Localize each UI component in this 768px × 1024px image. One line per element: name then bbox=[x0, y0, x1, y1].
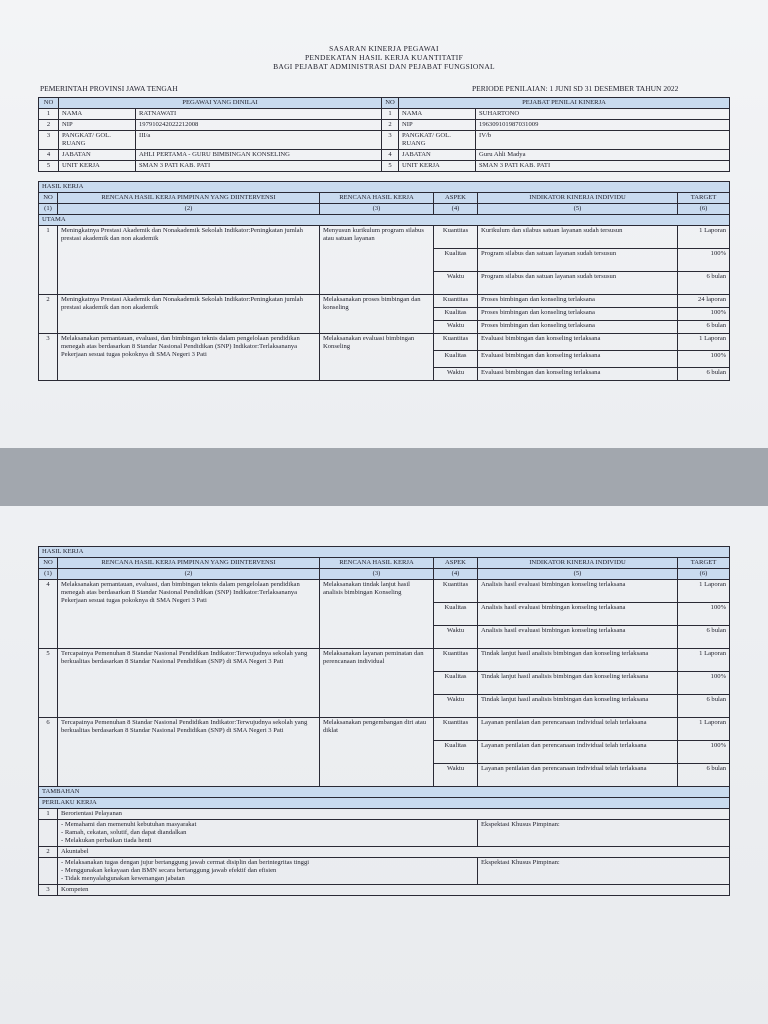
perilaku-title: Berorientasi Pelayanan bbox=[58, 809, 730, 820]
target-cell: 1 Laporan bbox=[678, 580, 730, 603]
perilaku-title: Akuntabel bbox=[58, 847, 730, 858]
perilaku-detail-row bbox=[39, 858, 730, 885]
rencana-pimpinan: Meningkatnya Prestasi Akademik dan Nonakademik Sekolah Indikator:Peningkatan jumlah prestasi akademik dan non akademik bbox=[58, 226, 320, 295]
aspek-cell: Kualitas bbox=[434, 351, 478, 368]
aspek-cell: Kuantitas bbox=[434, 649, 478, 672]
column-header: TARGET bbox=[678, 558, 730, 569]
rencana-hasil-kerja: Melaksanakan pengembangan diri atau diklat bbox=[320, 718, 434, 787]
perilaku-title-row bbox=[39, 885, 730, 896]
row-number: 1 bbox=[39, 809, 58, 820]
field-value: 196309101987031009 bbox=[476, 120, 730, 131]
row-number: 1 bbox=[382, 109, 399, 120]
aspek-cell: Waktu bbox=[434, 321, 478, 334]
indikator-cell: Evaluasi bimbingan dan konseling terlaksana bbox=[478, 368, 678, 381]
identity-row bbox=[39, 131, 730, 150]
indikator-cell: Layanan penilaian dan perencanaan individual telah terlaksana bbox=[478, 764, 678, 787]
target-cell: 6 bulan bbox=[678, 321, 730, 334]
perilaku-point: - Memahami dan memenuhi kebutuhan masyarakat bbox=[61, 821, 197, 828]
rencana-pimpinan: Tercapainya Pemenuhan 8 Standar Nasional Pendidikan Indikator:Terwujudnya sekolah yang berkualitas berdasarkan 8 Standar Nasional Pendidikan (SNP) di SMA Negeri 3 Pati bbox=[58, 649, 320, 718]
table-row bbox=[39, 295, 730, 308]
target-cell: 6 bulan bbox=[678, 626, 730, 649]
target-cell: 6 bulan bbox=[678, 272, 730, 295]
column-number: (3) bbox=[320, 204, 434, 215]
perilaku-detail-row bbox=[39, 820, 730, 847]
column-number: (1) bbox=[39, 569, 58, 580]
column-number: (1) bbox=[39, 204, 58, 215]
field-label: NIP bbox=[399, 120, 476, 131]
column-number: (5) bbox=[478, 204, 678, 215]
indikator-cell: Evaluasi bimbingan dan konseling terlaksana bbox=[478, 334, 678, 351]
identity-row bbox=[39, 150, 730, 161]
target-cell: 6 bulan bbox=[678, 695, 730, 718]
indikator-cell: Layanan penilaian dan perencanaan individual telah terlaksana bbox=[478, 741, 678, 764]
tambahan-label: TAMBAHAN bbox=[39, 787, 730, 798]
tambahan-row bbox=[39, 787, 730, 798]
row-number: 3 bbox=[39, 334, 58, 381]
target-cell: 6 bulan bbox=[678, 368, 730, 381]
column-header: RENCANA HASIL KERJA bbox=[320, 193, 434, 204]
perilaku-title-row bbox=[39, 847, 730, 858]
column-header: RENCANA HASIL KERJA PIMPINAN YANG DIINTERVENSI bbox=[58, 558, 320, 569]
aspek-cell: Kuantitas bbox=[434, 226, 478, 249]
rencana-hasil-kerja: Melaksanakan layanan peminatan dan perencanaan individual bbox=[320, 649, 434, 718]
indikator-cell: Evaluasi bimbingan dan konseling terlaksana bbox=[478, 351, 678, 368]
row-number: 2 bbox=[39, 847, 58, 858]
identity-header-row bbox=[39, 98, 730, 109]
pejabat-penilai-heading: PEJABAT PENILAI KINERJA bbox=[399, 98, 730, 109]
ekspektasi-label: Ekspektasi Khusus Pimpinan: bbox=[478, 858, 730, 885]
row-number: 1 bbox=[39, 226, 58, 295]
perilaku-kerja-label: PERILAKU KERJA bbox=[39, 798, 730, 809]
row-number: 3 bbox=[39, 885, 58, 896]
row-number: 5 bbox=[382, 161, 399, 172]
column-number: (6) bbox=[678, 569, 730, 580]
row-number: 5 bbox=[39, 161, 59, 172]
column-header: RENCANA HASIL KERJA PIMPINAN YANG DIINTERVENSI bbox=[58, 193, 320, 204]
rencana-hasil-kerja: Menyusun kurikulum program silabus atau satuan layanan bbox=[320, 226, 434, 295]
hasil-kerja-table-2 bbox=[38, 546, 730, 896]
field-label: NIP bbox=[59, 120, 136, 131]
identity-row bbox=[39, 120, 730, 131]
field-label: JABATAN bbox=[59, 150, 136, 161]
aspek-cell: Kualitas bbox=[434, 308, 478, 321]
hasil-kerja-table-1 bbox=[38, 181, 730, 381]
field-value: Guru Ahli Madya bbox=[476, 150, 730, 161]
column-header-row bbox=[39, 193, 730, 204]
aspek-cell: Kualitas bbox=[434, 741, 478, 764]
field-label: UNIT KERJA bbox=[399, 161, 476, 172]
aspek-cell: Kualitas bbox=[434, 672, 478, 695]
ekspektasi-label: Ekspektasi Khusus Pimpinan: bbox=[478, 820, 730, 847]
identity-row bbox=[39, 161, 730, 172]
aspek-cell: Waktu bbox=[434, 626, 478, 649]
empty-cell bbox=[39, 820, 58, 847]
document-page-2 bbox=[0, 506, 768, 1024]
column-number: (6) bbox=[678, 204, 730, 215]
perilaku-title-row bbox=[39, 809, 730, 820]
column-header: INDIKATOR KINERJA INDIVIDU bbox=[478, 193, 678, 204]
indikator-cell: Analisis hasil evaluasi bimbingan konseling terlaksana bbox=[478, 626, 678, 649]
target-cell: 100% bbox=[678, 351, 730, 368]
column-number: (5) bbox=[478, 569, 678, 580]
doc-subtitle-2: BAGI PEJABAT ADMINISTRASI DAN PEJABAT FUNGSIONAL bbox=[273, 62, 495, 71]
field-value: 197910242022212008 bbox=[136, 120, 382, 131]
column-header: RENCANA HASIL KERJA bbox=[320, 558, 434, 569]
aspek-cell: Kualitas bbox=[434, 603, 478, 626]
field-label: PANGKAT/ GOL. RUANG bbox=[399, 131, 476, 150]
target-cell: 1 Laporan bbox=[678, 649, 730, 672]
aspek-cell: Waktu bbox=[434, 764, 478, 787]
perilaku-point: - Menggunakan kekayaan dan BMN secara bertanggung jawab efektif dan efisien bbox=[61, 867, 277, 874]
field-label: NAMA bbox=[399, 109, 476, 120]
indikator-cell: Layanan penilaian dan perencanaan individual telah terlaksana bbox=[478, 718, 678, 741]
row-number: 2 bbox=[39, 120, 59, 131]
indikator-cell: Proses bimbingan dan konseling terlaksana bbox=[478, 295, 678, 308]
perilaku-points bbox=[58, 858, 478, 885]
target-cell: 100% bbox=[678, 741, 730, 764]
table-row bbox=[39, 718, 730, 741]
field-label: UNIT KERJA bbox=[59, 161, 136, 172]
aspek-cell: Kuantitas bbox=[434, 295, 478, 308]
indikator-cell: Program silabus dan satuan layanan sudah tersusun bbox=[478, 249, 678, 272]
row-number: 4 bbox=[382, 150, 399, 161]
table-row bbox=[39, 226, 730, 249]
period-label: PERIODE PENILAIAN: 1 JUNI SD 31 DESEMBER TAHUN 2022 bbox=[472, 84, 679, 93]
utama-row bbox=[39, 215, 730, 226]
indikator-cell: Tindak lanjut hasil analisis bimbingan dan konseling terlaksana bbox=[478, 695, 678, 718]
table-row bbox=[39, 649, 730, 672]
aspek-cell: Kuantitas bbox=[434, 718, 478, 741]
field-value: AHLI PERTAMA - GURU BIMBINGAN KONSELING bbox=[136, 150, 382, 161]
hasil-kerja-label: HASIL KERJA bbox=[39, 182, 730, 193]
column-header: ASPEK bbox=[434, 193, 478, 204]
column-number: (3) bbox=[320, 569, 434, 580]
column-number-row-2 bbox=[39, 569, 730, 580]
doc-title: SASARAN KINERJA PEGAWAI bbox=[329, 44, 439, 53]
column-header: TARGET bbox=[678, 193, 730, 204]
indikator-cell: Program silabus dan satuan layanan sudah tersusun bbox=[478, 272, 678, 295]
perilaku-title: Kompeten bbox=[58, 885, 730, 896]
field-value: SMAN 3 PATI KAB. PATI bbox=[136, 161, 382, 172]
perilaku-point: - Tidak menyalahgunakan kewenangan jabatan bbox=[61, 875, 185, 882]
column-header: ASPEK bbox=[434, 558, 478, 569]
target-cell: 6 bulan bbox=[678, 764, 730, 787]
field-value: SMAN 3 PATI KAB. PATI bbox=[476, 161, 730, 172]
aspek-cell: Kuantitas bbox=[434, 334, 478, 351]
column-header: NO bbox=[39, 558, 58, 569]
rencana-pimpinan: Meningkatnya Prestasi Akademik dan Nonakademik Sekolah Indikator:Peningkatan jumlah prestasi akademik dan non akademik bbox=[58, 295, 320, 334]
indikator-cell: Analisis hasil evaluasi bimbingan konseling terlaksana bbox=[478, 580, 678, 603]
row-number: 3 bbox=[382, 131, 399, 150]
field-label: NAMA bbox=[59, 109, 136, 120]
rencana-pimpinan: Melaksanakan pemantauan, evaluasi, dan bimbingan teknis dalam pengelolaan pendidikan menegah atas berdasarkan 8 Standar Nasional Pendidikan (SNP) Indikator:Terlaksananya Pekerjaan sesuai tugas pokoknya di SMA Negeri 3 Pati bbox=[58, 334, 320, 381]
aspek-cell: Waktu bbox=[434, 368, 478, 381]
field-value: SUHARTONO bbox=[476, 109, 730, 120]
target-cell: 1 Laporan bbox=[678, 226, 730, 249]
row-number: 5 bbox=[39, 649, 58, 718]
table-row bbox=[39, 334, 730, 351]
rencana-hasil-kerja: Melaksanakan evaluasi bimbingan Konseling bbox=[320, 334, 434, 381]
field-value: RATNAWATI bbox=[136, 109, 382, 120]
perilaku-point: - Melaksanakan tugas dengan jujur bertanggung jawab cermat disiplin dan berintegritas tinggi bbox=[61, 859, 310, 866]
page-gap bbox=[0, 448, 768, 506]
hasil-kerja-section-row bbox=[39, 182, 730, 193]
row-number: 2 bbox=[382, 120, 399, 131]
perilaku-points bbox=[58, 820, 478, 847]
target-cell: 1 Laporan bbox=[678, 334, 730, 351]
column-number: (4) bbox=[434, 569, 478, 580]
hasil-kerja-label-2: HASIL KERJA bbox=[39, 547, 730, 558]
col-no: NO bbox=[39, 98, 59, 109]
target-cell: 100% bbox=[678, 672, 730, 695]
rencana-pimpinan: Melaksanakan pemantauan, evaluasi, dan bimbingan teknis dalam pengelolaan pendidikan menegah atas berdasarkan 8 Standar Nasional Pendidikan (SNP) Indikator:Terlaksananya Pekerjaan sesuai tugas pokoknya di SMA Negeri 3 Pati bbox=[58, 580, 320, 649]
aspek-cell: Waktu bbox=[434, 695, 478, 718]
column-header-row-2 bbox=[39, 558, 730, 569]
col-no-2: NO bbox=[382, 98, 399, 109]
row-number: 2 bbox=[39, 295, 58, 334]
institution-label: PEMERINTAH PROVINSI JAWA TENGAH bbox=[40, 84, 178, 93]
column-number: (2) bbox=[58, 204, 320, 215]
indikator-cell: Tindak lanjut hasil analisis bimbingan dan konseling terlaksana bbox=[478, 649, 678, 672]
row-number: 4 bbox=[39, 580, 58, 649]
target-cell: 100% bbox=[678, 249, 730, 272]
column-number: (4) bbox=[434, 204, 478, 215]
aspek-cell: Kuantitas bbox=[434, 580, 478, 603]
empty-cell bbox=[39, 858, 58, 885]
aspek-cell: Waktu bbox=[434, 272, 478, 295]
target-cell: 100% bbox=[678, 308, 730, 321]
row-number: 6 bbox=[39, 718, 58, 787]
rencana-hasil-kerja: Melaksanakan proses bimbingan dan konseling bbox=[320, 295, 434, 334]
column-number: (2) bbox=[58, 569, 320, 580]
row-number: 3 bbox=[39, 131, 59, 150]
hasil-kerja-section-row-2 bbox=[39, 547, 730, 558]
indikator-cell: Proses bimbingan dan konseling terlaksana bbox=[478, 308, 678, 321]
pegawai-dinilai-heading: PEGAWAI YANG DINILAI bbox=[59, 98, 382, 109]
row-number: 4 bbox=[39, 150, 59, 161]
field-label: JABATAN bbox=[399, 150, 476, 161]
perilaku-kerja-row bbox=[39, 798, 730, 809]
perilaku-point: - Melakukan perbaikan tiada henti bbox=[61, 837, 152, 844]
column-header: INDIKATOR KINERJA INDIVIDU bbox=[478, 558, 678, 569]
column-number-row bbox=[39, 204, 730, 215]
doc-subtitle: PENDEKATAN HASIL KERJA KUANTITATIF bbox=[304, 53, 464, 62]
rencana-hasil-kerja: Melaksanakan tindak lanjut hasil analisis bimbingan Konseling bbox=[320, 580, 434, 649]
identity-table bbox=[38, 97, 730, 172]
indikator-cell: Analisis hasil evaluasi bimbingan konseling terlaksana bbox=[478, 603, 678, 626]
field-value: III/a bbox=[136, 131, 382, 150]
target-cell: 24 laporan bbox=[678, 295, 730, 308]
document-page-1 bbox=[0, 0, 768, 448]
identity-row bbox=[39, 109, 730, 120]
field-label: PANGKAT/ GOL. RUANG bbox=[59, 131, 136, 150]
indikator-cell: Kurikulum dan silabus satuan layanan sudah tersusun bbox=[478, 226, 678, 249]
indikator-cell: Tindak lanjut hasil analisis bimbingan dan konseling terlaksana bbox=[478, 672, 678, 695]
target-cell: 100% bbox=[678, 603, 730, 626]
target-cell: 1 Laporan bbox=[678, 718, 730, 741]
column-header: NO bbox=[39, 193, 58, 204]
table-row bbox=[39, 580, 730, 603]
utama-label: UTAMA bbox=[39, 215, 730, 226]
perilaku-point: - Ramah, cekatan, solutif, dan dapat diandalkan bbox=[61, 829, 187, 836]
row-number: 1 bbox=[39, 109, 59, 120]
field-value: IV/b bbox=[476, 131, 730, 150]
rencana-pimpinan: Tercapainya Pemenuhan 8 Standar Nasional Pendidikan Indikator:Terwujudnya sekolah yang berkualitas berdasarkan 8 Standar Nasional Pendidikan (SNP) di SMA Negeri 3 Pati bbox=[58, 718, 320, 787]
indikator-cell: Proses bimbingan dan konseling terlaksana bbox=[478, 321, 678, 334]
aspek-cell: Kualitas bbox=[434, 249, 478, 272]
